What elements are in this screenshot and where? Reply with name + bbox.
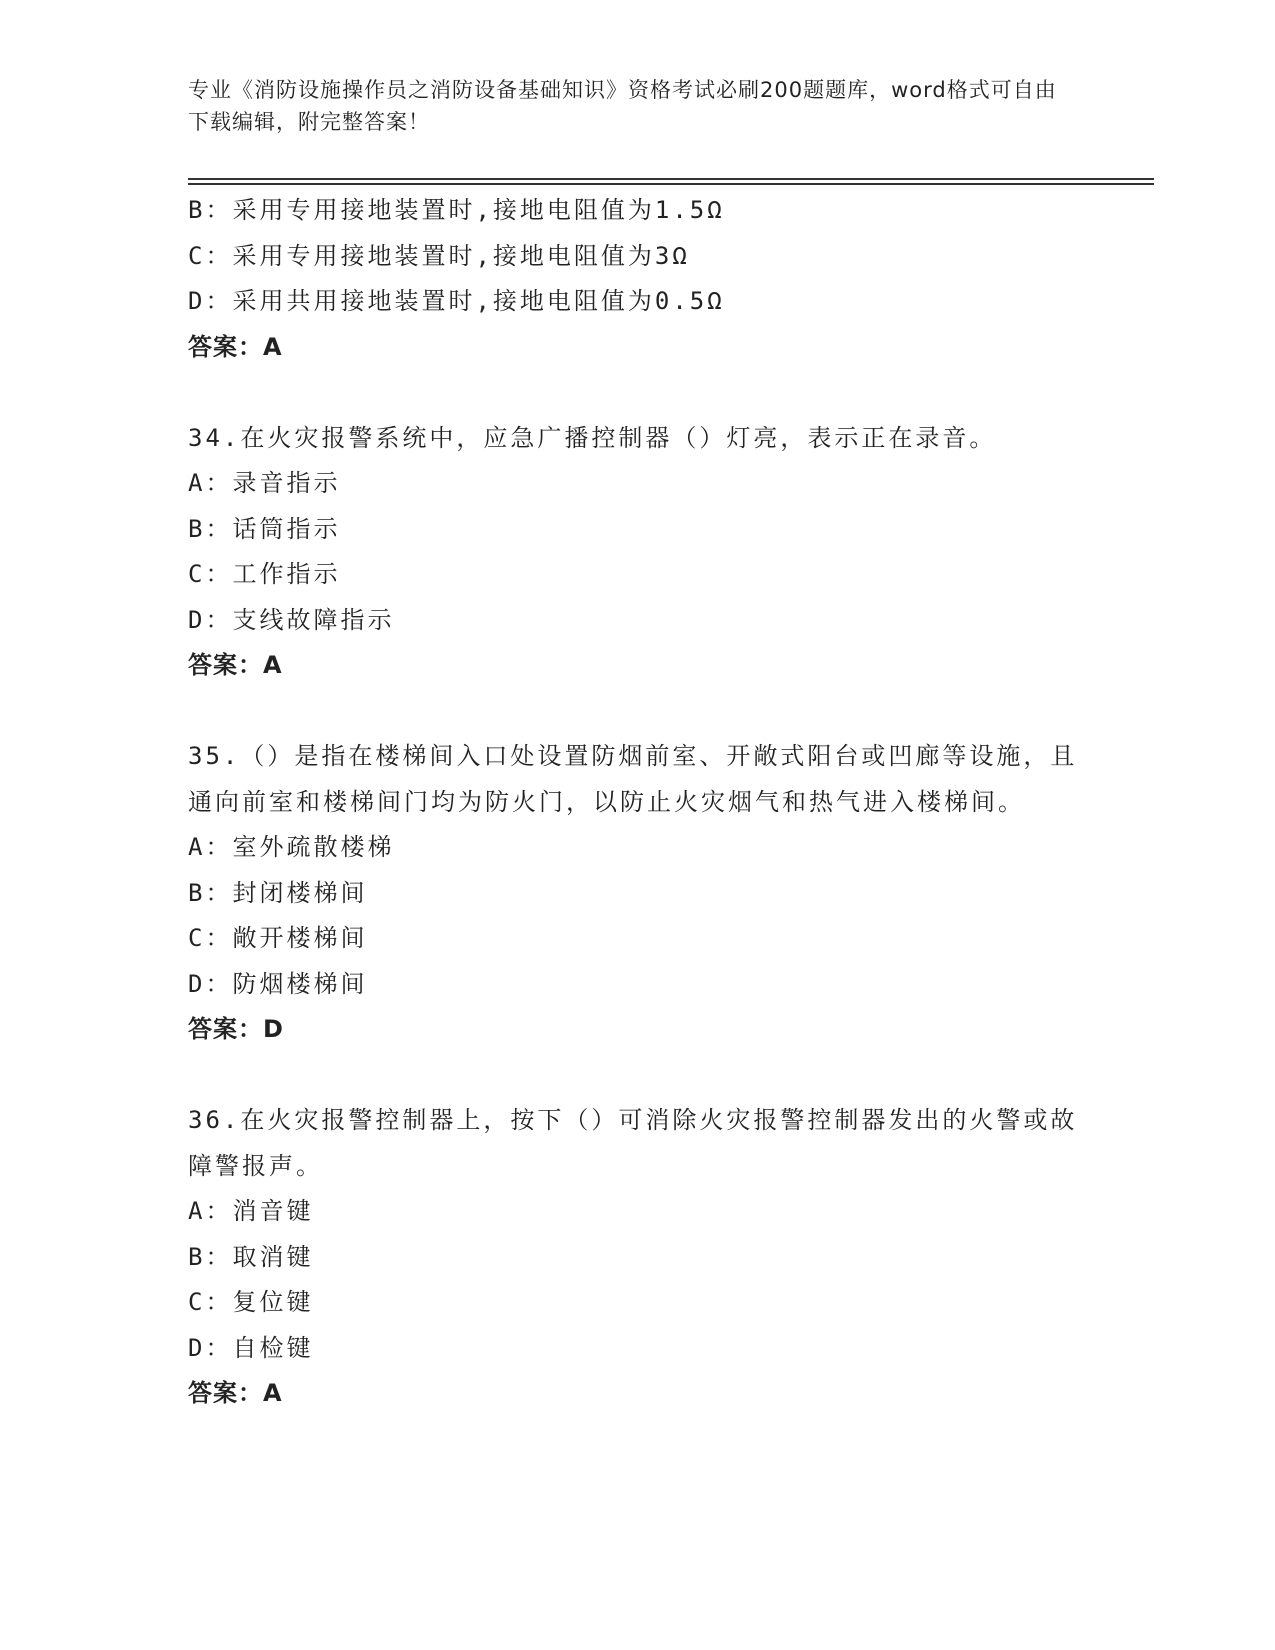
spacer	[188, 370, 1088, 416]
option-a: A：室外疏散楼梯	[188, 833, 395, 861]
spacer	[188, 689, 1088, 735]
option-a: A：消音键	[188, 1197, 314, 1225]
option-c: C：复位键	[188, 1288, 314, 1316]
option-c: C：采用专用接地装置时,接地电阻值为3Ω	[188, 241, 690, 270]
document-header: 专业《消防设施操作员之消防设备基础知识》资格考试必刷200题题库，word格式可自由下载编辑，附完整答案！	[188, 78, 1057, 134]
option-d: D：自检键	[188, 1333, 314, 1362]
option-a: A：录音指示	[188, 469, 341, 497]
question-34	[188, 416, 1088, 689]
option-c: C：敞开楼梯间	[188, 924, 368, 952]
option-b: B：话筒指示	[188, 514, 341, 543]
option-d: D：支线故障指示	[188, 605, 395, 634]
question-stem: 35.（）是指在楼梯间入口处设置防烟前室、开敞式阳台或凹廊等设施，且通向前室和楼梯间门均为防火门，以防止火灾烟气和热气进入楼梯间。	[188, 742, 1078, 816]
answer-line: 答案：A	[188, 1379, 283, 1407]
answer-line: 答案：A	[188, 651, 283, 679]
question-content	[188, 188, 1088, 1417]
prev-question-block	[188, 188, 1088, 370]
question-35	[188, 734, 1088, 1053]
header-divider-bottom	[188, 183, 1154, 185]
spacer	[188, 1053, 1088, 1099]
option-d: D：采用共用接地装置时,接地电阻值为0.5Ω	[188, 287, 725, 315]
question-stem: 36.在火灾报警控制器上，按下（）可消除火灾报警控制器发出的火警或故障警报声。	[188, 1106, 1078, 1180]
header-divider-top	[188, 178, 1154, 180]
answer-line: 答案：D	[188, 1015, 284, 1043]
option-b: B：采用专用接地装置时,接地电阻值为1.5Ω	[188, 196, 725, 224]
option-b: B：封闭楼梯间	[188, 878, 368, 907]
question-36	[188, 1098, 1088, 1417]
option-d: D：防烟楼梯间	[188, 969, 368, 998]
question-stem: 34.在火灾报警系统中，应急广播控制器（）灯亮，表示正在录音。	[188, 423, 997, 452]
option-c: C：工作指示	[188, 560, 341, 588]
answer-line: 答案：A	[188, 332, 283, 361]
option-b: B：取消键	[188, 1242, 314, 1271]
